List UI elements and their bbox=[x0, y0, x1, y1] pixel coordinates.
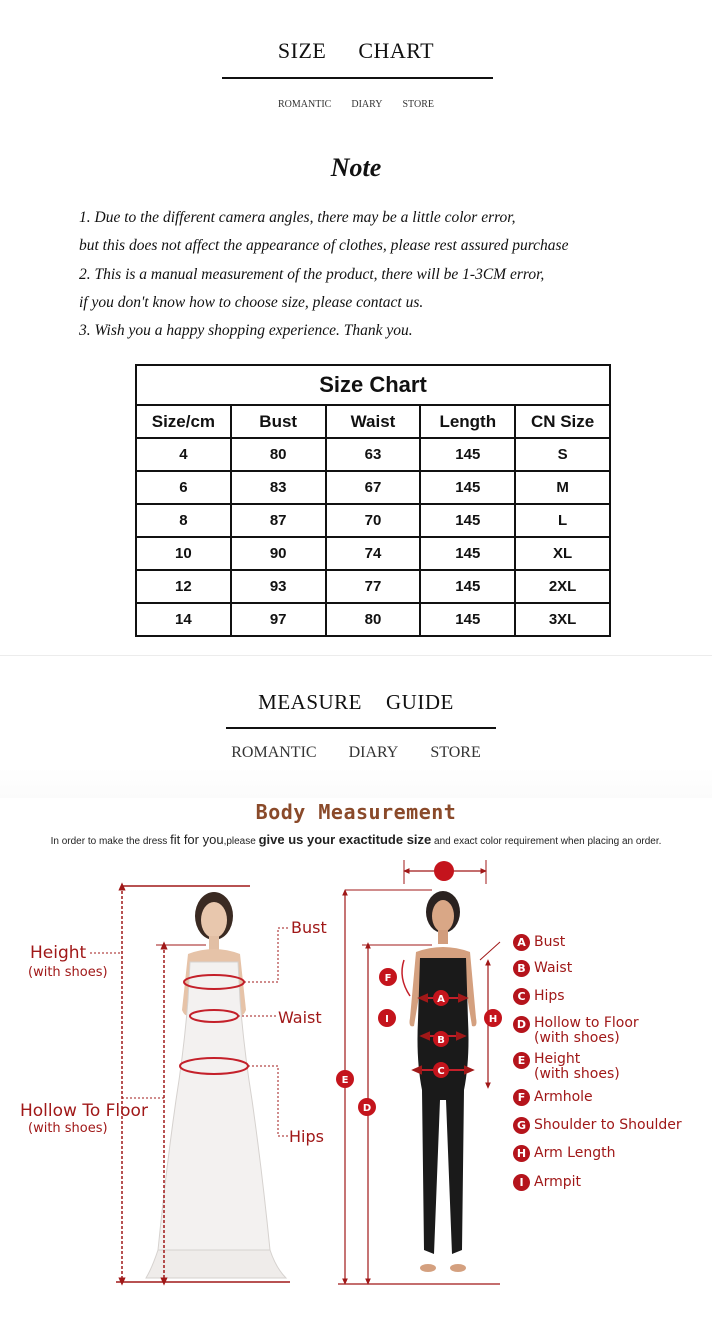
legend-item bbox=[513, 1117, 682, 1134]
model-face bbox=[432, 900, 454, 932]
marker-letter: D bbox=[362, 1103, 372, 1114]
hollow-sub-label: (with shoes) bbox=[28, 1121, 108, 1136]
marker-H bbox=[484, 1009, 502, 1027]
table-cell: 93 bbox=[231, 570, 326, 603]
legend-sub-label: (with shoes) bbox=[534, 1030, 620, 1046]
section-divider bbox=[0, 655, 712, 656]
measure-guide-title bbox=[0, 690, 712, 715]
table-cell: 10 bbox=[136, 537, 231, 570]
height-label: Height bbox=[30, 943, 87, 963]
tagline-word: STORE bbox=[430, 744, 481, 761]
column-header: Size/cm bbox=[136, 405, 231, 438]
table-cell: 145 bbox=[420, 603, 515, 636]
model-foot bbox=[420, 1264, 436, 1272]
marker-F bbox=[379, 968, 397, 986]
table-cell: 3XL bbox=[515, 603, 610, 636]
title-divider bbox=[226, 727, 496, 729]
table-cell: 2XL bbox=[515, 570, 610, 603]
table-row bbox=[136, 471, 610, 504]
legend-item bbox=[513, 1016, 639, 1046]
section-shadow bbox=[0, 768, 712, 798]
marker-letter: H bbox=[488, 1014, 498, 1025]
measurement-illustration bbox=[0, 850, 712, 1342]
marker-E bbox=[336, 1070, 354, 1088]
table-row bbox=[136, 537, 610, 570]
body-measurement-title: Body Measurement bbox=[255, 800, 457, 824]
instruction-part: fit for you bbox=[170, 832, 224, 847]
note-line: 2. This is a manual measurement of the product, there will be 1-3CM error, bbox=[79, 265, 545, 283]
marker-letter: B bbox=[437, 1035, 445, 1046]
suit-model-figure bbox=[410, 891, 477, 1272]
size-chart-table bbox=[135, 364, 611, 637]
table-cell: 145 bbox=[420, 504, 515, 537]
legend-item bbox=[513, 988, 565, 1005]
legend-item bbox=[513, 960, 572, 977]
note-line: if you don't know how to choose size, please contact us. bbox=[79, 293, 424, 311]
legend-item bbox=[513, 934, 565, 951]
table-cell: 67 bbox=[326, 471, 421, 504]
legend-label: Waist bbox=[534, 960, 573, 976]
table-cell: 14 bbox=[136, 603, 231, 636]
legend-letter-icon: B bbox=[513, 960, 530, 977]
instruction-part: ,please bbox=[223, 836, 259, 847]
legend-letter-icon: C bbox=[513, 988, 530, 1005]
table-cell: 77 bbox=[326, 570, 421, 603]
size-chart-title-word: SIZE bbox=[277, 38, 327, 63]
column-header: Bust bbox=[231, 405, 326, 438]
tagline-word: DIARY bbox=[351, 99, 383, 110]
gown-train bbox=[146, 1250, 286, 1278]
table-cell: M bbox=[515, 471, 610, 504]
measure-guide-title-word: GUIDE bbox=[386, 690, 454, 714]
table-header-row bbox=[136, 405, 610, 438]
marker-B bbox=[433, 1031, 449, 1047]
legend-letter-icon: G bbox=[513, 1117, 530, 1134]
marker-letter: I bbox=[385, 1014, 389, 1025]
table-caption: Size Chart bbox=[136, 365, 610, 405]
legend-letter-icon: F bbox=[513, 1089, 530, 1106]
legend-letter-icon: E bbox=[513, 1052, 530, 1069]
note-body bbox=[79, 204, 699, 345]
table-cell: 80 bbox=[231, 438, 326, 471]
legend-item bbox=[513, 1174, 581, 1191]
legend-label: Armhole bbox=[534, 1089, 593, 1105]
measure-guide-title-word: MEASURE bbox=[258, 690, 363, 714]
legend-letter-icon: I bbox=[513, 1174, 530, 1191]
table-row bbox=[136, 603, 610, 636]
table-cell: 12 bbox=[136, 570, 231, 603]
size-chart-title-word: CHART bbox=[358, 38, 435, 63]
size-chart-title bbox=[0, 38, 712, 64]
body-measurement-instruction bbox=[0, 832, 712, 847]
table-cell: 6 bbox=[136, 471, 231, 504]
legend-letter-icon: D bbox=[513, 1016, 530, 1033]
table-cell: 83 bbox=[231, 471, 326, 504]
note-heading: Note bbox=[330, 153, 382, 182]
note-line: 3. Wish you a happy shopping experience. Thank you. bbox=[79, 322, 413, 340]
tagline-word: STORE bbox=[402, 99, 434, 110]
table-cell: 70 bbox=[326, 504, 421, 537]
marker-A bbox=[433, 990, 449, 1006]
hips-label: Hips bbox=[289, 1127, 324, 1146]
table-row bbox=[136, 438, 610, 471]
table-cell: 4 bbox=[136, 438, 231, 471]
legend-letter-icon: H bbox=[513, 1145, 530, 1162]
table-cell: 80 bbox=[326, 603, 421, 636]
table-cell: 145 bbox=[420, 570, 515, 603]
table-cell: 63 bbox=[326, 438, 421, 471]
column-header: Length bbox=[420, 405, 515, 438]
tagline-word: DIARY bbox=[348, 744, 399, 761]
note-line: but this does not affect the appearance of clothes, please rest assured purchase bbox=[79, 237, 569, 255]
hollow-label: Hollow To Floor bbox=[20, 1101, 148, 1121]
legend-item bbox=[513, 1145, 615, 1162]
table-cell: XL bbox=[515, 537, 610, 570]
model-neck bbox=[438, 930, 448, 944]
tagline-word: ROMANTIC bbox=[231, 744, 317, 761]
table-cell: 145 bbox=[420, 537, 515, 570]
table-row bbox=[136, 504, 610, 537]
note-line: 1. Due to the different camera angles, there may be a little color error, bbox=[79, 209, 516, 226]
legend-label: Shoulder to Shoulder bbox=[534, 1117, 682, 1133]
model-face bbox=[201, 902, 227, 938]
marker-letter: A bbox=[437, 994, 445, 1005]
instruction-part: give us your exactitude size bbox=[258, 832, 432, 847]
marker-letter: F bbox=[384, 973, 392, 984]
legend-item bbox=[513, 1052, 620, 1082]
model-neck bbox=[209, 936, 219, 950]
marker-letter: E bbox=[341, 1075, 349, 1086]
arm-length-tick bbox=[480, 942, 500, 960]
wedding-gown bbox=[158, 962, 270, 1250]
legend-label: Hollow to Floor bbox=[534, 1015, 639, 1031]
bust-label: Bust bbox=[291, 918, 327, 937]
marker-I bbox=[378, 1009, 396, 1027]
legend-label: Height bbox=[534, 1051, 581, 1067]
instruction-part: and exact color requirement when placing an order. bbox=[431, 836, 662, 847]
legend-label: Arm Length bbox=[534, 1145, 616, 1161]
legend-letter-icon: A bbox=[513, 934, 530, 951]
marker-C bbox=[433, 1062, 449, 1078]
table-cell: 74 bbox=[326, 537, 421, 570]
gown-model-figure bbox=[146, 892, 286, 1278]
marker-D bbox=[358, 1098, 376, 1116]
table-cell: L bbox=[515, 504, 610, 537]
legend-sub-label: (with shoes) bbox=[534, 1066, 620, 1082]
height-sub-label: (with shoes) bbox=[28, 965, 108, 980]
instruction-part: In order to make the dress bbox=[50, 836, 171, 847]
store-tagline bbox=[0, 99, 712, 110]
column-header: CN Size bbox=[515, 405, 610, 438]
column-header: Waist bbox=[326, 405, 421, 438]
table-cell: 145 bbox=[420, 438, 515, 471]
tagline-word: ROMANTIC bbox=[278, 99, 332, 110]
table-cell: 87 bbox=[231, 504, 326, 537]
title-divider bbox=[222, 77, 493, 79]
table-cell: 97 bbox=[231, 603, 326, 636]
table-cell: 8 bbox=[136, 504, 231, 537]
legend-label: Armpit bbox=[534, 1174, 581, 1190]
store-tagline bbox=[0, 744, 712, 762]
table-cell: 145 bbox=[420, 471, 515, 504]
bust-leader bbox=[244, 928, 290, 982]
table-cell: S bbox=[515, 438, 610, 471]
legend-item bbox=[513, 1089, 593, 1106]
table-row bbox=[136, 570, 610, 603]
legend-label: Bust bbox=[534, 934, 566, 950]
marker-letter: C bbox=[437, 1066, 445, 1077]
shoulder-marker bbox=[434, 861, 454, 881]
legend-label: Hips bbox=[534, 988, 565, 1004]
table-cell: 90 bbox=[231, 537, 326, 570]
waist-label: Waist bbox=[278, 1008, 322, 1027]
model-foot bbox=[450, 1264, 466, 1272]
armhole-curve bbox=[402, 960, 410, 996]
